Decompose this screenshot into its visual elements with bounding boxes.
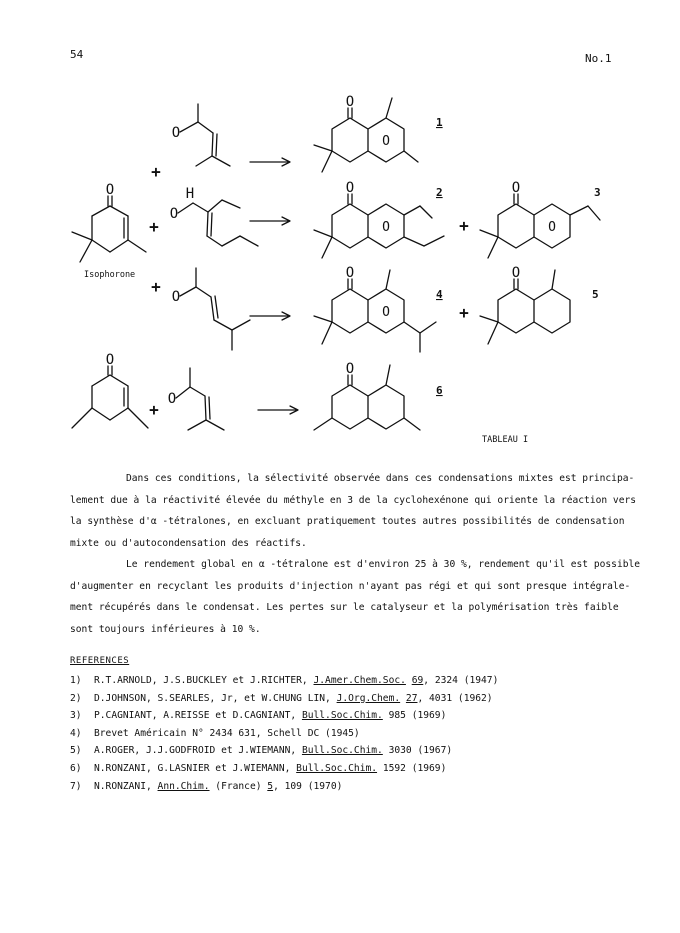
text-line: Le rendement global en α -tétralone est d'environ 25 à 30 %, rendement qu'il est possible bbox=[126, 559, 641, 570]
isophorone-label: Isophorone bbox=[84, 270, 136, 280]
plus-sign: + bbox=[151, 277, 161, 296]
plus-sign: + bbox=[151, 162, 161, 181]
paragraph-2 bbox=[70, 554, 641, 640]
atom-o: O bbox=[105, 352, 115, 368]
aromatic-ring-mark: O bbox=[548, 220, 556, 235]
product-4 bbox=[314, 270, 436, 352]
text-line: la synthèse d'α -tétralones, en excluant pratiquement toutes autres possibilités de condensation bbox=[70, 516, 625, 527]
plus-sign: + bbox=[459, 303, 469, 322]
aromatic-ring-mark: O bbox=[382, 134, 390, 149]
references-heading: REFERENCES bbox=[70, 656, 130, 666]
compound-label: 4 bbox=[436, 288, 443, 301]
atom-o: O bbox=[345, 361, 355, 377]
atom-o: O bbox=[169, 206, 179, 222]
aromatic-ring-mark: O bbox=[382, 220, 390, 235]
reaction-scheme bbox=[0, 0, 680, 460]
text-line: ment récupérés dans le condensat. Les pertes sur le catalyseur et la polymérisation très faible bbox=[70, 602, 619, 613]
issue-number: No.1 bbox=[585, 52, 612, 65]
mesityl-oxide-1 bbox=[180, 104, 230, 166]
atom-o: O bbox=[171, 289, 181, 305]
atom-o: O bbox=[345, 94, 355, 110]
text-line: sont toujours inférieures à 10 %. bbox=[70, 623, 261, 635]
text-line: Dans ces conditions, la sélectivité observée dans ces condensations mixtes est principa- bbox=[126, 473, 635, 484]
isophorone bbox=[72, 196, 146, 262]
atom-o: O bbox=[511, 265, 521, 281]
product-3 bbox=[480, 194, 600, 258]
product-5 bbox=[480, 270, 570, 344]
plus-sign: + bbox=[459, 216, 469, 235]
plus-sign: + bbox=[149, 217, 159, 236]
reference-item: 7) N.RONZANI, Ann.Chim. (France) 5, 109 (1970) bbox=[70, 780, 343, 792]
product-1 bbox=[314, 98, 418, 172]
product-2 bbox=[314, 194, 444, 258]
atom-o: O bbox=[105, 182, 115, 198]
reference-item: 2) D.JOHNSON, S.SEARLES, Jr, et W.CHUNG LIN, J.Org.Chem. 27, 4031 (1962) bbox=[70, 692, 493, 704]
product-6 bbox=[314, 365, 420, 430]
compound-label: 5 bbox=[592, 288, 599, 301]
arrows bbox=[250, 158, 298, 414]
compound-label: 1 bbox=[436, 116, 443, 129]
text-line: lement due à la réactivité élevée du méthyle en 3 de la cyclohexénone qui oriente la réaction vers bbox=[70, 494, 637, 506]
plus-sign: + bbox=[149, 400, 159, 419]
aromatic-ring-mark: O bbox=[382, 305, 390, 320]
atom-o: O bbox=[171, 125, 181, 141]
compound-label: 6 bbox=[436, 384, 443, 397]
aldehyde bbox=[178, 200, 258, 246]
text-line: mixte ou d'autocondensation des réactifs. bbox=[70, 537, 307, 549]
compound-label: 2 bbox=[436, 186, 443, 199]
compound-label: 3 bbox=[594, 186, 601, 199]
atom-o: O bbox=[511, 180, 521, 196]
reference-list bbox=[70, 672, 498, 795]
table-title: TABLEAU I bbox=[482, 435, 529, 445]
mesityl-oxide-2 bbox=[176, 368, 224, 430]
reference-item: 5) A.ROGER, J.J.GODFROID et J.WIEMANN, Bull.Soc.Chim. 3030 (1967) bbox=[70, 745, 453, 757]
reference-item: 4) Brevet Américain N° 2434 631, Schell DC (1945) bbox=[70, 727, 360, 739]
enone-4 bbox=[180, 268, 250, 350]
atom-o: O bbox=[345, 265, 355, 281]
text-line: d'augmenter en recyclant les produits d'injection n'ayant pas régi et qui sont presque intégrale- bbox=[70, 580, 631, 592]
page-number: 54 bbox=[70, 48, 84, 61]
paragraph-1 bbox=[70, 468, 637, 554]
atom-o: O bbox=[345, 180, 355, 196]
reference-item: 3) P.CAGNIANT, A.REISSE et D.CAGNIANT, Bull.Soc.Chim. 985 (1969) bbox=[70, 710, 447, 722]
cyclohexenone bbox=[72, 366, 148, 428]
reference-item: 6) N.RONZANI, G.LASNIER et J.WIEMANN, Bull.Soc.Chim. 1592 (1969) bbox=[70, 762, 447, 774]
reference-item: 1) R.T.ARNOLD, J.S.BUCKLEY et J.RICHTER, J.Amer.Chem.Soc. 69, 2324 (1947) bbox=[70, 675, 499, 686]
atom-o: O bbox=[167, 391, 177, 407]
atom-h: H bbox=[185, 186, 195, 202]
